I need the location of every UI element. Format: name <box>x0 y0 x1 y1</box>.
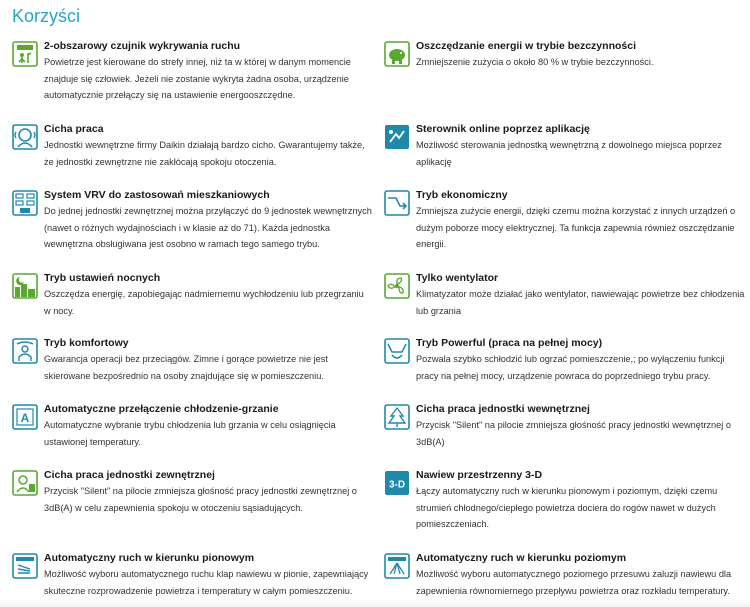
feature-description: Pozwala szybko schłodzić lub ogrzać pomieszczenie,; po wyłączeniu funkcji pracy na pełnej mocy, urządzenie powraca do poprzedniego trybu pracy. <box>416 354 725 381</box>
feature-title: Cicha praca jednostki wewnętrznej <box>416 403 590 415</box>
feature-vrv <box>12 189 372 253</box>
vrv-system-icon <box>12 190 38 216</box>
quiet-outdoor-icon <box>12 470 38 496</box>
feature-night-mode <box>12 272 372 319</box>
feature-description: Możliwość wyboru automatycznego poziomego przesuwu żaluzji nawiewu dla zapewnienia równomiernego przepływu powietrza oraz rozkładu temperatury. <box>416 569 732 596</box>
feature-description: Oszczędza energię, zapobiegając nadmiernemu wychłodzeniu lub przegrzaniu w nocy. <box>44 289 364 316</box>
feature-description: Gwarancja operacji bez przeciągów. Zimne i gorące powietrze nie jest skierowane bezpośrednio na osoby znajdujące się w pomieszczeniu. <box>44 354 328 381</box>
feature-vertical-swing <box>12 552 372 599</box>
feature-description: Przycisk "Silent" na pilocie zmniejsza głośność pracy jednostki wewnętrznej o 3dB(A) <box>416 420 731 447</box>
feature-description: Jednostki wewnętrzne firmy Daikin działają bardzo cicho. Gwarantujemy także, że jednostki zewnętrzne nie zakłócają spokoju otoczenia. <box>44 140 365 167</box>
feature-quiet-indoor <box>384 403 746 450</box>
feature-description: Zmniejszenie zużycia o około 80 % w trybie bezczynności. <box>416 57 654 67</box>
quiet-head-icon <box>12 124 38 150</box>
feature-description: Zmniejsza zużycie energii, dzięki czemu można korzystać z innych urządzeń o dużym poborze mocy elektrycznej. Ta funkcja zapewnia również oszczędzanie energii. <box>416 206 736 249</box>
feature-description: Przycisk "Silent" na pilocie zmniejsza głośność pracy jednostki zewnętrznej o 3dB(A) w celu zapewnienia spokoju w otoczeniu sąsiadujących. <box>44 486 357 513</box>
feature-title: Tryb Powerful (praca na pełnej mocy) <box>416 337 603 349</box>
feature-comfort <box>12 337 372 384</box>
auto-icon-label: A <box>20 411 30 425</box>
piggy-bank-icon <box>384 41 410 67</box>
3d-icon-label: 3-D <box>388 479 406 491</box>
feature-motion-sensor <box>12 40 372 104</box>
auto-switch-icon <box>12 404 38 430</box>
section-title: Korzyści <box>12 6 81 26</box>
powerful-mode-icon <box>384 338 410 364</box>
feature-title: Sterownik online poprzez aplikację <box>416 123 590 135</box>
feature-quiet <box>12 123 372 170</box>
online-controller-icon <box>384 124 410 150</box>
night-city-icon <box>12 273 38 299</box>
feature-3d-airflow <box>384 469 746 533</box>
feature-description: Łączy automatyczny ruch w kierunku pionowym i poziomym, dzięki czemu strumień chłodnego/ciepłego powietrza dociera do rogów nawet w dużych pomieszczeniach. <box>416 486 718 529</box>
feature-title: System VRV do zastosowań mieszkaniowych <box>44 189 270 201</box>
3d-airflow-icon <box>384 470 410 496</box>
feature-title: Tryb komfortowy <box>44 337 129 349</box>
feature-description: Możliwość sterowania jednostką wewnętrzną z dowolnego miejsca poprzez aplikację <box>416 140 722 167</box>
quiet-indoor-icon <box>384 404 410 430</box>
feature-title: Automatyczny ruch w kierunku pionowym <box>44 552 255 564</box>
feature-description: Możliwość wyboru automatycznego ruchu klap nawiewu w pionie, zapewniający skuteczne rozprowadzenie powietrza i temperatury w całym pomieszczeniu. <box>44 569 369 596</box>
feature-powerful-mode <box>384 337 746 384</box>
feature-title: Tylko wentylator <box>416 272 499 284</box>
feature-title: Automatyczny ruch w kierunku poziomym <box>416 552 627 564</box>
eco-mode-icon <box>384 190 410 216</box>
motion-sensor-icon <box>12 41 38 67</box>
feature-title: Tryb ekonomiczny <box>416 189 508 201</box>
feature-title: Nawiew przestrzenny 3-D <box>416 469 543 481</box>
feature-title: Automatyczne przełączenie chłodzenie-grzanie <box>44 403 279 415</box>
feature-description: Klimatyzator może działać jako wentylator, nawiewając powietrze bez chłodzenia lub grzania <box>416 289 745 316</box>
feature-idle-energy <box>384 40 746 71</box>
feature-title: 2-obszarowy czujnik wykrywania ruchu <box>44 40 241 52</box>
vertical-swing-icon <box>12 553 38 579</box>
feature-description: Powietrze jest kierowane do strefy innej, niż ta w której w danym momencie znajduje się człowiek. Jeżeli nie zostanie wykryta żadna osoba, urządzenie automatycznie przełączy się na ustawienie energooszczędne. <box>44 57 351 100</box>
feature-fan-only <box>384 272 746 319</box>
feature-quiet-outdoor <box>12 469 372 516</box>
feature-online-controller <box>384 123 746 170</box>
feature-auto-switch <box>12 403 372 450</box>
feature-title: Tryb ustawień nocnych <box>44 272 161 284</box>
horizontal-swing-icon <box>384 553 410 579</box>
feature-title: Cicha praca jednostki zewnętrznej <box>44 469 215 481</box>
feature-horizontal-swing <box>384 552 746 599</box>
feature-description: Do jednej jednostki zewnętrznej można przyłączyć do 9 jednostek wewnętrznych (nawet o różnych wydajnościach i w klasie aż do 71). Każda jednostka wewnętrzna obsługiwana jest osobno w ramach tego samego trybu. <box>44 206 372 249</box>
feature-eco-mode <box>384 189 746 253</box>
feature-title: Cicha praca <box>44 123 104 135</box>
feature-title: Oszczędzanie energii w trybie bezczynności <box>416 40 636 52</box>
bottom-fade <box>0 599 750 607</box>
feature-description: Automatyczne wybranie trybu chłodzenia lub grzania w celu osiągnięcia ustawionej temperatury. <box>44 420 336 447</box>
comfort-person-icon <box>12 338 38 364</box>
fan-icon <box>384 273 410 299</box>
